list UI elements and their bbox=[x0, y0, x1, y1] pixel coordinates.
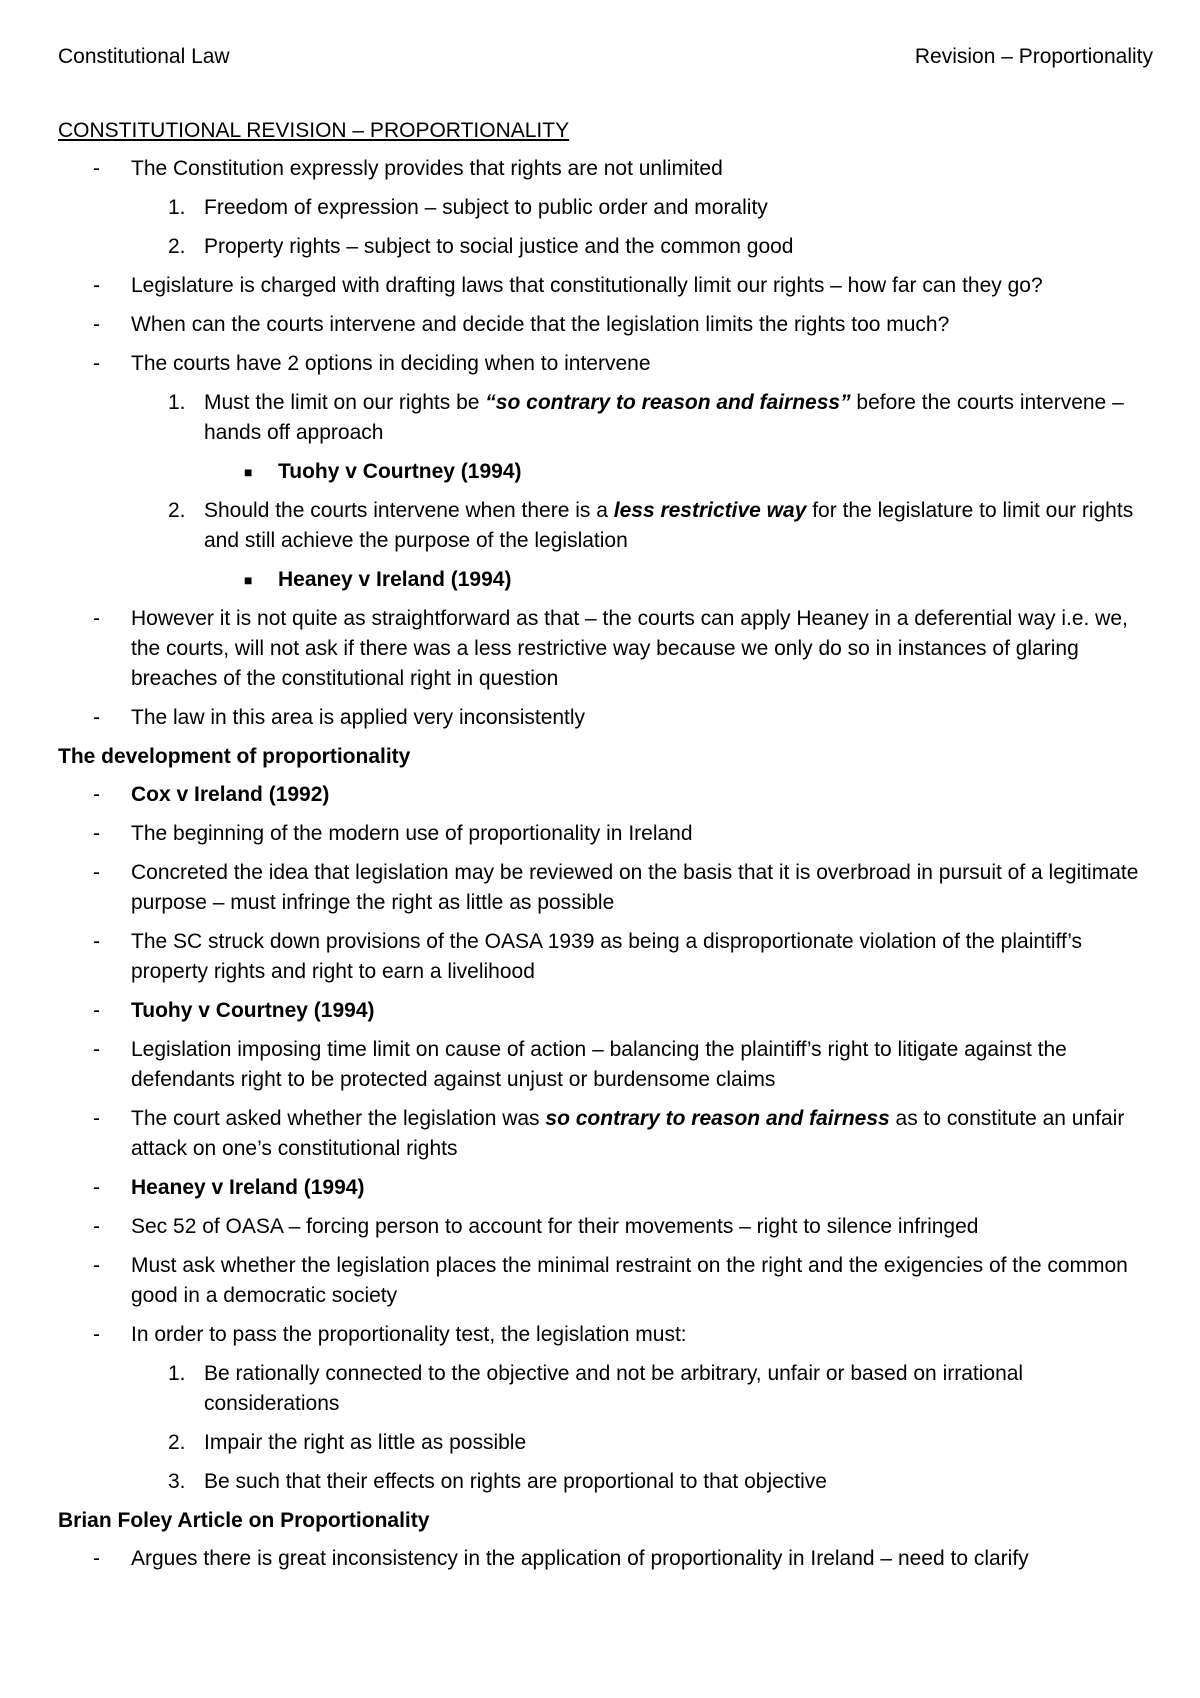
list-item: - Argues there is great inconsistency in the application of proportionality in Ireland – need to clarify bbox=[58, 1544, 1153, 1574]
dash-bullet: - bbox=[93, 157, 100, 180]
dash-bullet: - bbox=[93, 1547, 100, 1570]
dash-bullet: - bbox=[93, 783, 100, 806]
section-heading: Brian Foley Article on Proportionality bbox=[58, 1509, 430, 1532]
list-item: - Cox v Ireland (1992) bbox=[58, 780, 1153, 810]
document-title: CONSTITUTIONAL REVISION – PROPORTIONALITY bbox=[58, 119, 570, 142]
number-marker: 2. bbox=[168, 1431, 186, 1454]
dash-bullet: - bbox=[93, 1107, 100, 1130]
list-item: - The courts have 2 options in deciding when to intervene bbox=[58, 349, 1153, 379]
list-item: 1. Must the limit on our rights be “so contrary to reason and fairness” before the courts intervene – hands off approach bbox=[58, 388, 1153, 448]
dash-bullet: - bbox=[93, 1038, 100, 1061]
list-item: 1. Be rationally connected to the objective and not be arbitrary, unfair or based on irrational considerations bbox=[58, 1359, 1153, 1419]
dash-bullet: - bbox=[93, 1323, 100, 1346]
number-marker: 3. bbox=[168, 1470, 186, 1493]
list-item: - However it is not quite as straightforward as that – the courts can apply Heaney in a deferential way i.e. we, the courts, will not ask if there was a less restrictive way because we only do so in instances of glaring breaches of the constitutional right in question bbox=[58, 604, 1153, 694]
header-left: Constitutional Law bbox=[58, 45, 230, 68]
number-marker: 1. bbox=[168, 196, 186, 219]
dash-bullet: - bbox=[93, 930, 100, 953]
list-item: 1. Freedom of expression – subject to public order and morality bbox=[58, 193, 1153, 223]
list-item: - Sec 52 of OASA – forcing person to account for their movements – right to silence infringed bbox=[58, 1212, 1153, 1242]
list-item: - Must ask whether the legislation places the minimal restraint on the right and the exigencies of the common good in a democratic society bbox=[58, 1251, 1153, 1311]
dash-bullet: - bbox=[93, 999, 100, 1022]
list-item: ■ Tuohy v Courtney (1994) bbox=[58, 457, 1153, 487]
square-bullet-icon: ■ bbox=[244, 464, 253, 480]
list-item: - When can the courts intervene and decide that the legislation limits the rights too much? bbox=[58, 310, 1153, 340]
dash-bullet: - bbox=[93, 822, 100, 845]
document-body bbox=[58, 116, 1153, 1583]
dash-bullet: - bbox=[93, 274, 100, 297]
list-item: - In order to pass the proportionality test, the legislation must: bbox=[58, 1320, 1153, 1350]
dash-bullet: - bbox=[93, 313, 100, 336]
page-header bbox=[58, 45, 1153, 75]
list-item: - The Constitution expressly provides that rights are not unlimited bbox=[58, 154, 1153, 184]
list-item: - Concreted the idea that legislation may be reviewed on the basis that it is overbroad in pursuit of a legitimate purpose – must infringe the right as little as possible bbox=[58, 858, 1153, 918]
dash-bullet: - bbox=[93, 861, 100, 884]
number-marker: 1. bbox=[168, 1362, 186, 1385]
list-item: ■ Heaney v Ireland (1994) bbox=[58, 565, 1153, 595]
dash-bullet: - bbox=[93, 1176, 100, 1199]
list-item: 2. Property rights – subject to social justice and the common good bbox=[58, 232, 1153, 262]
list-item: - Tuohy v Courtney (1994) bbox=[58, 996, 1153, 1026]
list-item: - The SC struck down provisions of the OASA 1939 as being a disproportionate violation of the plaintiff’s property rights and right to earn a livelihood bbox=[58, 927, 1153, 987]
square-bullet-icon: ■ bbox=[244, 572, 253, 588]
number-marker: 2. bbox=[168, 499, 186, 522]
list-item: - Legislature is charged with drafting laws that constitutionally limit our rights – how far can they go? bbox=[58, 271, 1153, 301]
section-heading: The development of proportionality bbox=[58, 745, 411, 768]
dash-bullet: - bbox=[93, 352, 100, 375]
number-marker: 2. bbox=[168, 235, 186, 258]
dash-bullet: - bbox=[93, 706, 100, 729]
list-item: 3. Be such that their effects on rights are proportional to that objective bbox=[58, 1467, 1153, 1497]
list-item: 2. Impair the right as little as possible bbox=[58, 1428, 1153, 1458]
list-item: - The court asked whether the legislation was so contrary to reason and fairness as to constitute an unfair attack on one’s constitutional rights bbox=[58, 1104, 1153, 1164]
header-right: Revision – Proportionality bbox=[914, 45, 1153, 68]
list-item: - The beginning of the modern use of proportionality in Ireland bbox=[58, 819, 1153, 849]
list-item: - Legislation imposing time limit on cause of action – balancing the plaintiff’s right to litigate against the defendants right to be protected against unjust or burdensome claims bbox=[58, 1035, 1153, 1095]
number-marker: 1. bbox=[168, 391, 186, 414]
list-item: - The law in this area is applied very inconsistently bbox=[58, 703, 1153, 733]
dash-bullet: - bbox=[93, 607, 100, 630]
dash-bullet: - bbox=[93, 1215, 100, 1238]
list-item: 2. Should the courts intervene when there is a less restrictive way for the legislature to limit our rights and still achieve the purpose of the legislation bbox=[58, 496, 1153, 556]
dash-bullet: - bbox=[93, 1254, 100, 1277]
list-item: - Heaney v Ireland (1994) bbox=[58, 1173, 1153, 1203]
